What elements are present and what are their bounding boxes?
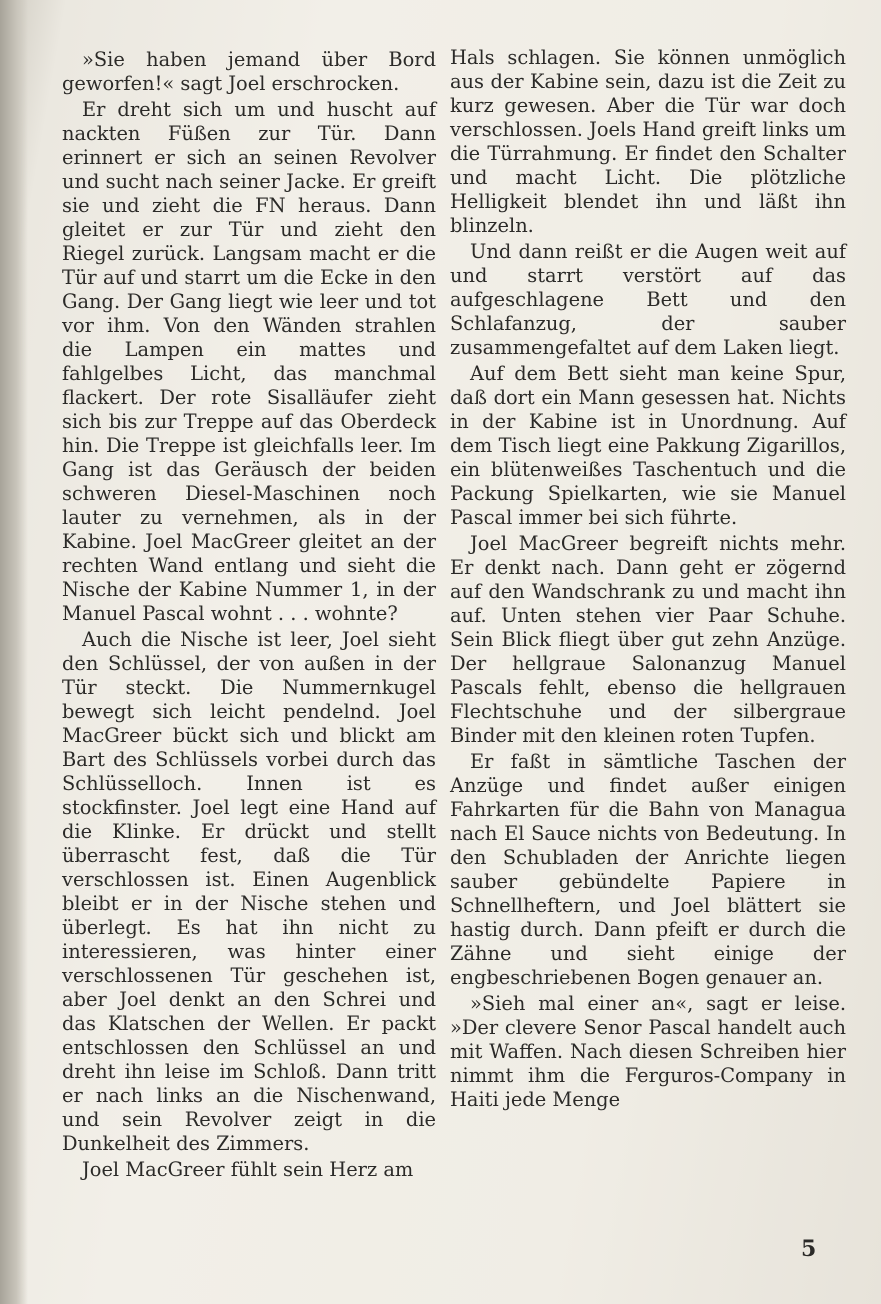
page-number: 5	[801, 1236, 817, 1262]
paragraph: Joel MacGreer fühlt sein Herz am	[82, 1158, 414, 1181]
paragraph: »Sie haben jemand über Bord geworfen!« sagt Joel erschrocken.	[62, 48, 436, 95]
paragraph: Er faßt in sämtliche Taschen der Anzüge und findet außer einigen Fahrkarten für die Bahn von Managua nach El Sauce nichts von Bedeutung. In den Schubladen der Anrichte liegen sauber gebündelte Papiere in Schnellheftern, und Joel blättert sie hastig durch. Dann pfeift er durch die Zähne und sieht einige der engbeschriebenen Bogen genauer an.	[450, 750, 846, 989]
text-column-left	[62, 48, 436, 1182]
paragraph: Hals schlagen. Sie können unmöglich aus der Kabine sein, dazu ist die Zeit zu kurz gewesen. Aber die Tür war doch verschlossen. Joels Hand greift links um die Türrahmung. Er findet den Schalter und macht Licht. Die plötzliche Helligkeit blendet ihn und läßt ihn blinzeln.	[450, 46, 846, 237]
paragraph: Er dreht sich um und huscht auf nackten Füßen zur Tür. Dann erinnert er sich an seinen Revolver und sucht nach seiner Jacke. Er greift sie und zieht die FN heraus. Dann gleitet er zur Tür und zieht den Riegel zurück. Langsam macht er die Tür auf und starrt um die Ecke in den Gang. Der Gang liegt wie leer und tot vor ihm. Von den Wänden strahlen die Lampen ein mattes und fahlgelbes Licht, das manchmal flackert. Der rote Sisalläufer zieht sich bis zur Treppe auf das Oberdeck hin. Die Treppe ist gleichfalls leer. Im Gang ist das Geräusch der beiden schweren Diesel-Maschinen noch lauter zu vernehmen, als in der Kabine. Joel MacGreer gleitet an der rechten Wand entlang und sieht die Nische der Kabine Nummer 1, in der Manuel Pascal wohnt . . . wohnte?	[62, 98, 436, 625]
paragraph: Joel MacGreer begreift nichts mehr. Er denkt nach. Dann geht er zögernd auf den Wandschrank zu und macht ihn auf. Unten stehen vier Paar Schuhe. Sein Blick fliegt über gut zehn Anzüge. Der hellgraue Salonanzug Manuel Pascals fehlt, ebenso die hellgrauen Flechtschuhe und der silbergraue Binder mit den kleinen roten Tupfen.	[450, 532, 846, 747]
paragraph: Auch die Nische ist leer, Joel sieht den Schlüssel, der von außen in der Tür steckt. Die Nummernkugel bewegt sich leicht pendelnd. Joel MacGreer bückt sich und blickt am Bart des Schlüssels vorbei durch das Schlüsselloch. Innen ist es stockfinster. Joel legt eine Hand auf die Klinke. Er drückt und stellt überrascht fest, daß die Tür verschlossen ist. Einen Augenblick bleibt er in der Nische stehen und überlegt. Es hat ihn nicht zu interessieren, was hinter einer verschlossenen Tür geschehen ist, aber Joel denkt an den Schrei und das Klatschen der Wellen. Er packt entschlossen den Schlüssel an und dreht ihn leise im Schloß. Dann tritt er nach links an die Nischenwand, und sein Revolver zeigt in die Dunkelheit des Zimmers.	[62, 628, 436, 1155]
paragraph: »Sieh mal einer an«, sagt er leise. »Der clevere Senor Pascal handelt auch mit Waffen. Nach diesen Schreiben hier nimmt ihm die Ferguros-Company in Haiti jede Menge	[450, 992, 846, 1111]
paragraph: Auf dem Bett sieht man keine Spur, daß dort ein Mann gesessen hat. Nichts in der Kabine ist in Unordnung. Auf dem Tisch liegt eine Pakkung Zigarillos, ein blütenweißes Taschentuch und die Packung Spielkarten, wie sie Manuel Pascal immer bei sich führte.	[450, 362, 846, 529]
paragraph: Und dann reißt er die Augen weit auf und starrt verstört auf das aufgeschlagene Bett und den Schlafanzug, der sauber zusammengefaltet auf dem Laken liegt.	[450, 240, 846, 359]
text-column-right	[450, 46, 846, 1112]
